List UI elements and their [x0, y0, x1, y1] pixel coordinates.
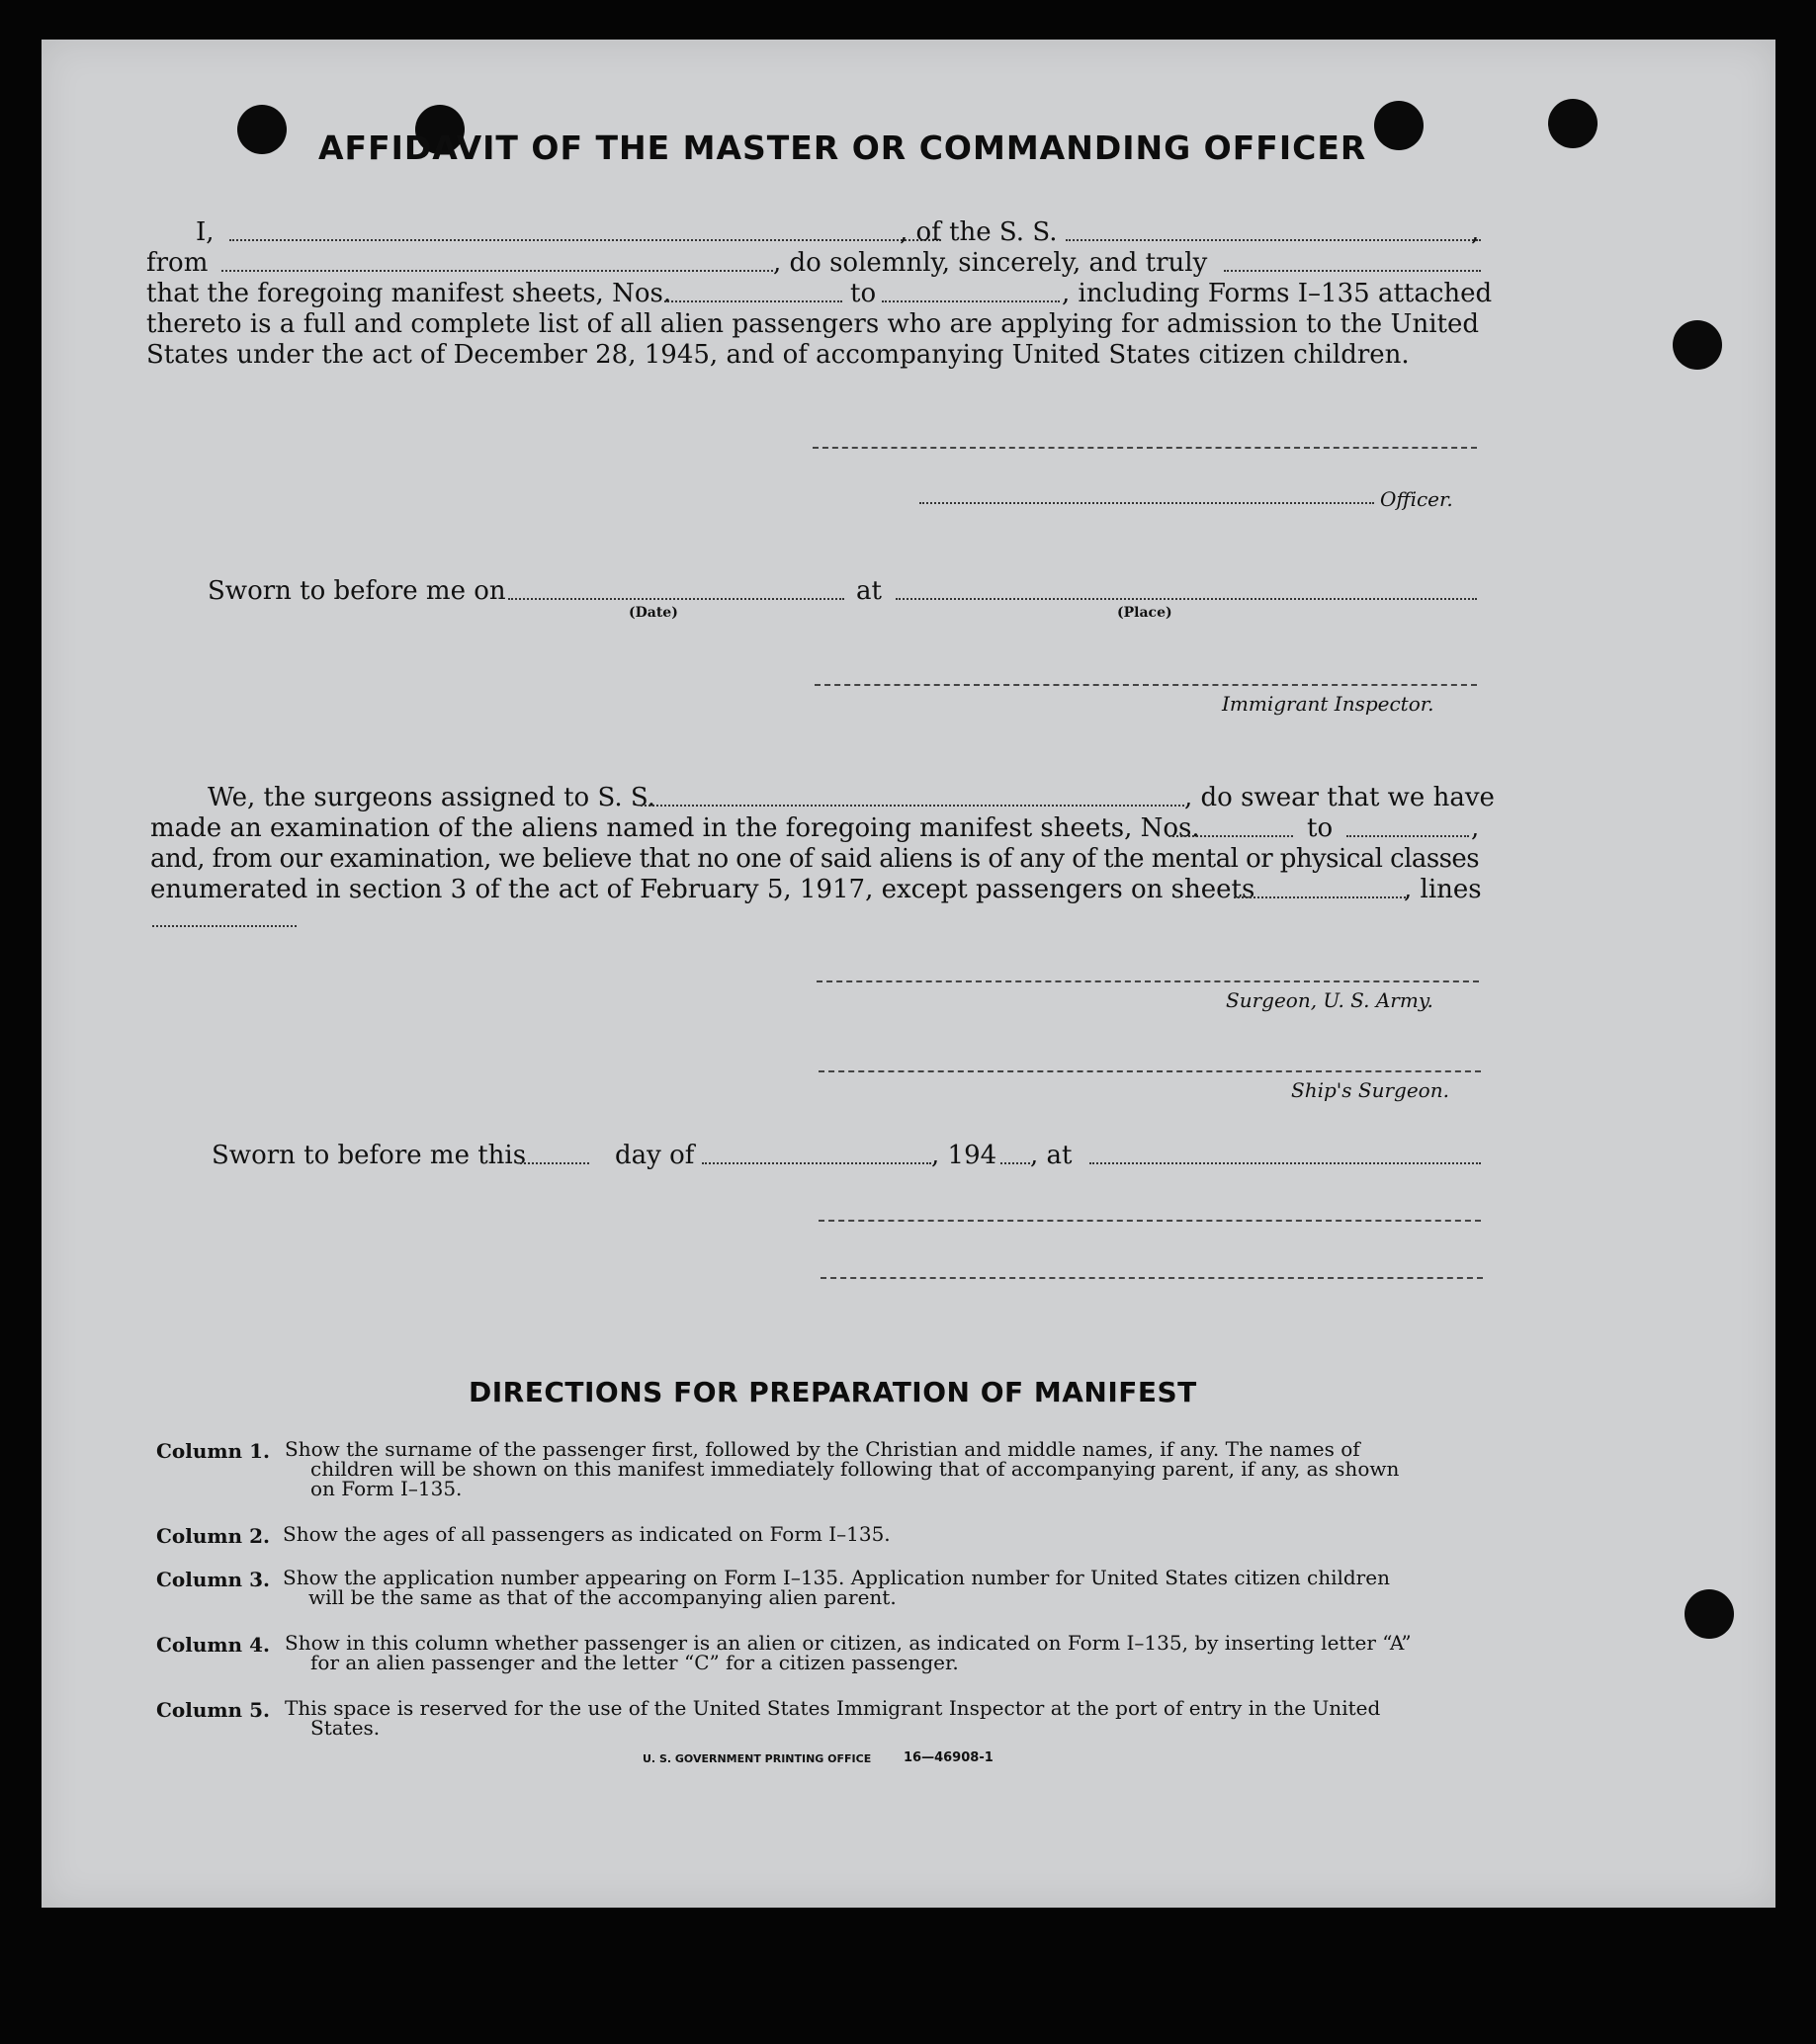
sworn-signature-field-2[interactable]	[821, 1277, 1483, 1279]
surgeons-line1b: , do swear that we have	[1184, 783, 1495, 812]
affidavit-to: to	[850, 279, 877, 308]
form-page	[42, 40, 1775, 1908]
column-3-line: will be the same as that of the accompanying alien parent.	[308, 1585, 897, 1609]
affidavit-forms: , including Forms I–135 attached	[1062, 279, 1493, 308]
master-signature-field[interactable]	[813, 447, 1477, 449]
affidavit-line5: States under the act of December 28, 1945, and of accompanying United States citizen children.	[146, 340, 1410, 370]
surgeons-to: to	[1307, 813, 1334, 843]
ship-surgeon-label: Ship's Surgeon.	[1291, 1078, 1449, 1102]
punch-hole	[1548, 99, 1598, 148]
inspector-signature-field[interactable]	[815, 684, 1477, 686]
from-port-field[interactable]	[221, 270, 773, 272]
except-lines-field[interactable]	[152, 925, 297, 927]
punch-hole	[1685, 1589, 1734, 1639]
column-2-text	[283, 1524, 1484, 1544]
sworn-year: , 194	[931, 1141, 997, 1170]
manifest-to-field[interactable]	[882, 300, 1060, 302]
punch-hole	[1374, 101, 1424, 150]
comma: ,	[1471, 813, 1480, 843]
column-2-line: Show the ages of all passengers as indicated on Form I–135.	[283, 1522, 891, 1546]
column-4-text	[285, 1633, 1486, 1672]
column-3-text	[283, 1568, 1484, 1607]
date-label: (Date)	[629, 605, 678, 621]
surgeon-sheet-from-field[interactable]	[1168, 835, 1293, 837]
affidavit-line4: thereto is a full and complete list of all alien passengers who are applying for admission to the United	[146, 309, 1479, 339]
sworn-at-2: , at	[1030, 1141, 1073, 1170]
place-label: (Place)	[1117, 605, 1172, 621]
column-4-line: Show in this column whether passenger is an alien or citizen, as indicated on Form I–135, by inserting letter “A”	[285, 1631, 1412, 1655]
directions-title: DIRECTIONS FOR PREPARATION OF MANIFEST	[469, 1376, 1197, 1408]
column-5-label: Column 5.	[156, 1698, 270, 1722]
sworn-date-field[interactable]	[508, 598, 844, 600]
sworn-before-me-on: Sworn to before me on	[208, 576, 506, 606]
affidavit-of-ss: , of the S. S.	[900, 217, 1058, 247]
affidavit-line2-fill	[1224, 270, 1481, 272]
surgeons-line4a: enumerated in section 3 of the act of February 5, 1917, except passengers on sheets	[150, 875, 1255, 904]
ship-surgeon-signature-field[interactable]	[819, 1070, 1481, 1072]
column-2-label: Column 2.	[156, 1524, 270, 1548]
column-5-line: This space is reserved for the use of the United States Immigrant Inspector at the port of entry in the United	[285, 1696, 1381, 1720]
surgeons-line2a: made an examination of the aliens named in the foregoing manifest sheets, Nos.	[150, 813, 1200, 843]
column-1-line: Show the surname of the passenger first, followed by the Christian and middle names, if any. The names of	[285, 1437, 1360, 1461]
surgeons-line1a: We, the surgeons assigned to S. S.	[208, 783, 656, 812]
column-5-text	[285, 1698, 1486, 1738]
except-sheets-field[interactable]	[1234, 896, 1406, 898]
army-surgeon-signature-field[interactable]	[817, 980, 1479, 982]
surgeon-ship-field[interactable]	[641, 805, 1184, 807]
punch-hole	[1673, 320, 1722, 370]
sworn-at: at	[856, 576, 882, 606]
column-4-line: for an alien passenger and the letter “C” for a citizen passenger.	[310, 1651, 959, 1674]
column-1-label: Column 1.	[156, 1439, 270, 1463]
column-1-text	[285, 1439, 1486, 1498]
affidavit-title: AFFIDAVIT OF THE MASTER OR COMMANDING OFFICER	[318, 128, 1367, 167]
column-1-line: children will be shown on this manifest immediately following that of accompanying parent, if any, as shown	[310, 1457, 1400, 1481]
sworn-day-field[interactable]	[520, 1162, 589, 1164]
surgeon-sheet-to-field[interactable]	[1346, 835, 1469, 837]
affidavit-from: from	[146, 248, 209, 278]
column-1-line: on Form I–135.	[310, 1477, 463, 1500]
comma: ,	[1471, 217, 1480, 247]
immigrant-inspector-label: Immigrant Inspector.	[1222, 692, 1434, 716]
column-5-line: States.	[310, 1716, 381, 1740]
column-3-label: Column 3.	[156, 1568, 270, 1591]
column-3-line: Show the application number appearing on Form I–135. Application number for United States citizen children	[283, 1566, 1390, 1589]
printer-imprint: U. S. GOVERNMENT PRINTING OFFICE	[643, 1752, 872, 1765]
surgeons-lines: , lines	[1404, 875, 1482, 904]
sworn-day-of: day of	[615, 1141, 695, 1170]
sworn-year-field[interactable]	[1000, 1162, 1030, 1164]
officer-label: Officer.	[1380, 487, 1453, 511]
sworn-place-field-2[interactable]	[1089, 1162, 1481, 1164]
sworn-signature-field-1[interactable]	[819, 1220, 1481, 1222]
master-name-field[interactable]	[229, 239, 941, 241]
column-4-label: Column 4.	[156, 1633, 270, 1657]
officer-title-field[interactable]	[919, 502, 1374, 504]
affidavit-i: I,	[196, 217, 215, 247]
affidavit-solemnly: , do solemnly, sincerely, and truly	[773, 248, 1208, 278]
sworn-month-field[interactable]	[702, 1162, 931, 1164]
manifest-from-field[interactable]	[664, 300, 842, 302]
surgeons-line3: and, from our examination, we believe that no one of said aliens is of any of the mental or physical classes	[150, 844, 1479, 874]
affidavit-manifest-nos: that the foregoing manifest sheets, Nos.	[146, 279, 672, 308]
sworn-before-me-this: Sworn to before me this	[212, 1141, 527, 1170]
form-code: 16—46908-1	[904, 1750, 994, 1765]
ship-name-field[interactable]	[1066, 239, 1481, 241]
army-surgeon-label: Surgeon, U. S. Army.	[1226, 988, 1433, 1012]
punch-hole	[237, 105, 287, 154]
sworn-place-field[interactable]	[896, 598, 1477, 600]
